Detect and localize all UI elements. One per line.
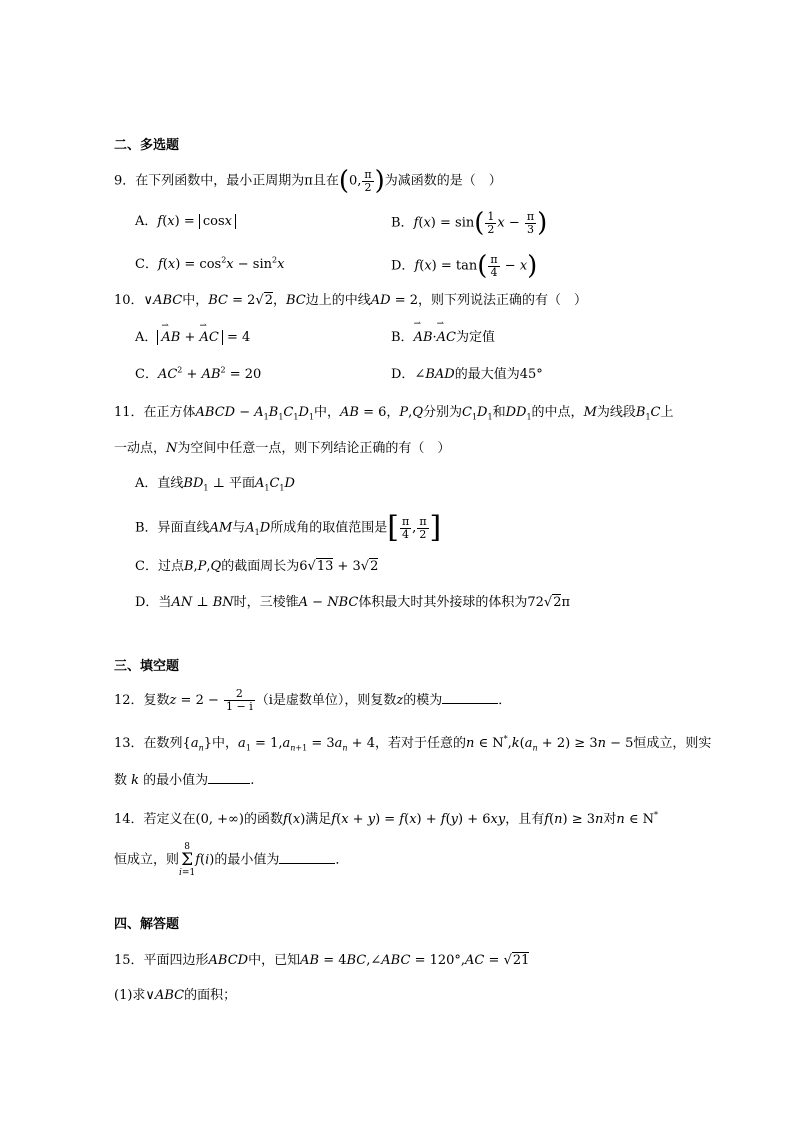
question-11-stem: 11．在正方体ABCD − $A_1B_1C_1D_1$中，AB = 6，P,Q分别为$C_1D_1$和$DD_1$的中点，M为线段$B_1C$上	[114, 405, 674, 422]
question-10-stem: 10．∨ABC中，BC = 2√2，BC边上的中线AD = 2，则下列说法正确的有（ ）	[114, 293, 588, 308]
question-10-option-a[interactable]: A．⇀ AB + ⇀ AC = 4	[135, 326, 250, 345]
question-14-stem-line2: 恒成立，则8 Σ i=1f(i)的最小值为 ．	[114, 842, 349, 878]
question-15-part-1: (1)求∨ABC的面积；	[114, 988, 237, 1003]
question-9-option-a[interactable]: A．f(x) = cosx	[135, 210, 236, 229]
question-11-option-a[interactable]: A．直线$BD_1$ ⊥ 平面$A_1C_1D$	[135, 476, 295, 493]
question-12-stem: 12．复数z = 2 − $\frac{2}{1 - i}$ （i是虚数单位），则复数z的模为 ．	[114, 687, 512, 713]
question-13-stem: 13．在数列$\{a_n\}$中，$a_1 = 1,a_{n+1} = 3a_n + 4$，若对于任意的n ∈ $N^*,k(a_n + 2) \ge 3n - 5$恒成立，则实	[114, 734, 712, 753]
question-11-option-c[interactable]: C．过点B,P,Q的截面周长为6√13 + 3√2	[135, 559, 379, 574]
answer-blank-14[interactable]	[279, 863, 335, 864]
question-9-option-c[interactable]: C．$f(x) = \cos^2x - \sin^2x$	[135, 255, 285, 272]
section-multiple-choice-heading: 二、多选题	[114, 138, 180, 153]
question-10-option-c[interactable]: C．$AC^2 + AB^2 = 20$	[135, 365, 262, 382]
question-9-option-b[interactable]: B．f(x) = sin( $\frac{1}{2}$ x − $\frac{\pi}{3}$ )	[391, 208, 548, 238]
section-fill-in-heading: 三、填空题	[114, 659, 180, 674]
answer-blank-13[interactable]	[208, 783, 250, 784]
question-15-stem: 15．平面四边形ABCD中，已知AB = 4BC,∠ABC = 120°,AC = √21	[114, 953, 530, 968]
question-10-option-d[interactable]: D．∠BAD的最大值为45°	[391, 367, 543, 382]
question-14-stem: 14．若定义在(0, +∞)的函数f(x)满足f(x + y) = f(x) + f(y) + 6xy，且有f(n) ≥ 3n对n ∈ N*	[114, 810, 659, 827]
question-9-option-d[interactable]: D．f(x) = tan( $\frac{\pi}{4}$ − x)	[391, 251, 538, 281]
question-13-stem-line2: 数 k 的最小值为 .	[114, 773, 255, 788]
question-9-stem: 9．在下列函数中，最小正周期为π且在(0, $\frac{\pi}{2}$ )为减函数的是（ ）	[114, 166, 502, 196]
question-11-stem-line2: 一动点，N为空间中任意一点，则下列结论正确的有（ ）	[114, 441, 451, 456]
question-11-option-b[interactable]: B．异面直线AM与$A_1D$所成角的取值范围是[ $\frac{\pi}{4}$ , $\frac{\pi}{2}$ ]	[135, 510, 442, 545]
section-answer-heading: 四、解答题	[114, 917, 180, 932]
answer-blank-12[interactable]	[442, 703, 498, 704]
question-10-option-b[interactable]: B．⇀ AB·⇀ AC为定值	[391, 326, 495, 345]
question-11-option-d[interactable]: D．当AN ⊥ BN时，三棱锥A − NBC体积最大时其外接球的体积为72√2π	[135, 595, 571, 610]
